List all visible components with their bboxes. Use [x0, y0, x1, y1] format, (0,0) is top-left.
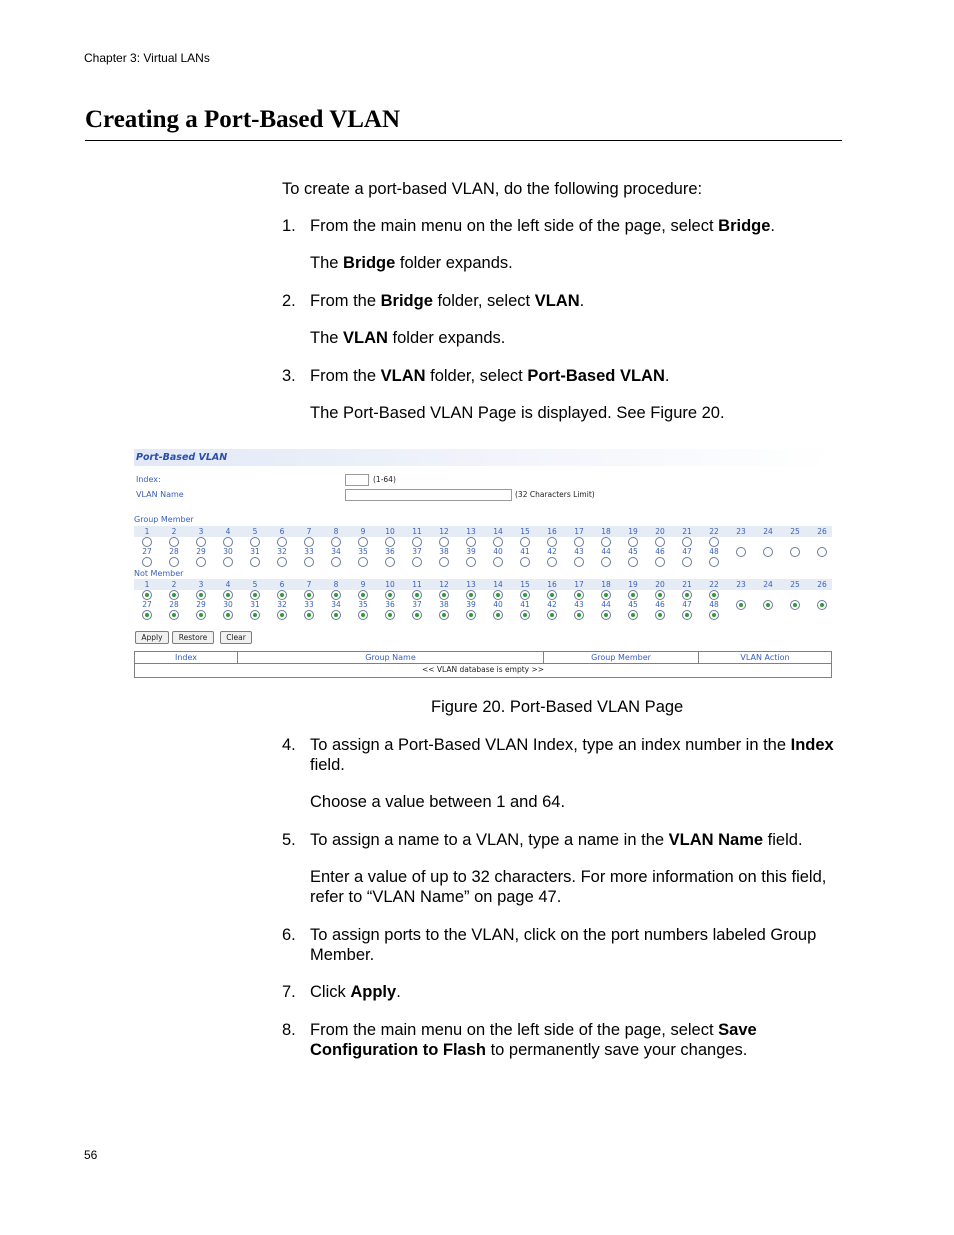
port-number-label[interactable]: 44: [601, 547, 611, 556]
not-member-radio[interactable]: [304, 590, 314, 600]
group-member-radio[interactable]: [196, 557, 206, 567]
step-text: .: [579, 292, 585, 310]
port-number-label[interactable]: 42: [547, 600, 557, 609]
not-member-radio[interactable]: [250, 590, 260, 600]
port-number-label[interactable]: 39: [466, 547, 476, 556]
port-number-label[interactable]: 18: [601, 527, 611, 536]
port-number-label[interactable]: 14: [493, 527, 503, 536]
chapter-header: Chapter 3: Virtual LANs: [84, 51, 210, 65]
group-member-radio[interactable]: [601, 557, 611, 567]
port-number-label[interactable]: 36: [385, 547, 395, 556]
vlan-table: [134, 651, 832, 678]
not-member-radio[interactable]: [358, 610, 368, 620]
not-member-radio[interactable]: [763, 600, 773, 610]
group-member-radio[interactable]: [466, 537, 476, 547]
port-row-band: [134, 579, 832, 590]
ui-term: Bridge: [718, 217, 771, 235]
port-number-label[interactable]: 41: [520, 600, 530, 609]
step-text: Click: [310, 983, 351, 1001]
step-text: From the: [310, 292, 381, 310]
group-member-radio[interactable]: [520, 557, 530, 567]
ui-term: Apply: [350, 983, 397, 1001]
not-member-radio[interactable]: [412, 590, 422, 600]
port-row-band: [134, 526, 832, 537]
step-5-note: Enter a value of up to 32 characters. For more information on this field, refer to “VLAN Name” on page 47.: [310, 868, 827, 906]
group-member-radio[interactable]: [547, 557, 557, 567]
group-member-radio[interactable]: [439, 557, 449, 567]
port-number-label[interactable]: 40: [493, 547, 503, 556]
port-number-label[interactable]: 10: [385, 580, 395, 589]
step-text: field.: [310, 756, 345, 774]
port-number-label[interactable]: 22: [709, 580, 719, 589]
step-text: From the main menu on the left side of the page, select: [310, 217, 719, 235]
port-number-label[interactable]: 22: [709, 527, 719, 536]
port-number-label[interactable]: 26: [817, 527, 827, 536]
port-number-label[interactable]: 27: [142, 600, 152, 609]
port-number-label[interactable]: 45: [628, 600, 638, 609]
port-number-label[interactable]: 16: [547, 527, 557, 536]
group-member-radio[interactable]: [412, 557, 422, 567]
port-number-label[interactable]: 48: [709, 547, 719, 556]
vlan-name-input[interactable]: [345, 489, 512, 501]
port-based-vlan-screenshot: [134, 449, 832, 679]
port-number-label[interactable]: 21: [682, 580, 692, 589]
group-member-radio[interactable]: [547, 537, 557, 547]
not-member-radio[interactable]: [169, 590, 179, 600]
note-text: folder expands.: [395, 254, 513, 272]
step-number: 7.: [282, 983, 296, 1001]
port-number-label[interactable]: 42: [547, 547, 557, 556]
step-text: to permanently save your changes.: [485, 1041, 748, 1059]
port-number-label[interactable]: 10: [385, 527, 395, 536]
group-member-radio[interactable]: [385, 557, 395, 567]
port-number-label[interactable]: 7: [306, 527, 312, 536]
port-number-label[interactable]: 13: [466, 527, 476, 536]
not-member-radio[interactable]: [790, 600, 800, 610]
note-text: The: [310, 254, 344, 272]
step-1-note: [310, 253, 842, 273]
not-member-radio[interactable]: [358, 590, 368, 600]
port-number-label[interactable]: 43: [574, 547, 584, 556]
group-member-radio[interactable]: [655, 557, 665, 567]
ui-term: VLAN Name: [668, 831, 764, 849]
not-member-radio[interactable]: [520, 610, 530, 620]
port-number-label[interactable]: 47: [682, 600, 692, 609]
step-text: folder, select: [432, 292, 535, 310]
title-rule: [85, 140, 842, 141]
port-number-label[interactable]: 40: [493, 600, 503, 609]
port-number-label[interactable]: 41: [520, 547, 530, 556]
not-member-radio[interactable]: [466, 590, 476, 600]
group-member-radio[interactable]: [385, 537, 395, 547]
group-member-radio[interactable]: [223, 537, 233, 547]
page-title-bar: [134, 449, 832, 466]
not-member-radio[interactable]: [223, 590, 233, 600]
port-number-label[interactable]: 26: [817, 580, 827, 589]
not-member-radio[interactable]: [142, 610, 152, 620]
port-number-label[interactable]: 28: [169, 600, 179, 609]
port-number-label[interactable]: 24: [763, 580, 773, 589]
port-number-label[interactable]: 14: [493, 580, 503, 589]
not-member-radio[interactable]: [547, 590, 557, 600]
not-member-radio[interactable]: [277, 610, 287, 620]
group-member-radio[interactable]: [763, 547, 773, 557]
group-member-radio[interactable]: [493, 537, 503, 547]
not-member-radio[interactable]: [655, 610, 665, 620]
port-number-label[interactable]: 2: [171, 580, 177, 589]
not-member-radio[interactable]: [628, 610, 638, 620]
port-number-label[interactable]: 21: [682, 527, 692, 536]
port-number-label[interactable]: 35: [358, 600, 368, 609]
group-member-label: Group Member: [134, 515, 194, 524]
group-member-radio[interactable]: [142, 537, 152, 547]
group-member-radio[interactable]: [439, 537, 449, 547]
ui-term: VLAN: [380, 367, 426, 385]
not-member-radio[interactable]: [628, 590, 638, 600]
not-member-radio[interactable]: [439, 590, 449, 600]
port-number-label[interactable]: 45: [628, 547, 638, 556]
group-member-radio[interactable]: [601, 537, 611, 547]
port-number-label[interactable]: 19: [628, 580, 638, 589]
port-number-label[interactable]: 6: [279, 527, 285, 536]
step-2-note: [310, 328, 842, 348]
group-member-radio[interactable]: [412, 537, 422, 547]
index-label: Index:: [136, 475, 161, 484]
restore-button[interactable]: Restore: [172, 631, 214, 644]
group-member-radio[interactable]: [304, 537, 314, 547]
port-number-label[interactable]: 6: [279, 580, 285, 589]
not-member-radio[interactable]: [331, 590, 341, 600]
not-member-radio[interactable]: [682, 590, 692, 600]
port-number-label[interactable]: 11: [412, 527, 422, 536]
not-member-radio[interactable]: [493, 590, 503, 600]
port-number-label[interactable]: 38: [439, 600, 449, 609]
empty-table-message: << VLAN database is empty >>: [421, 665, 545, 674]
group-member-radio[interactable]: [655, 537, 665, 547]
port-number-label[interactable]: 20: [655, 527, 665, 536]
step-number: 3.: [282, 367, 296, 385]
step-number: 2.: [282, 292, 296, 310]
column-header-index: Index: [135, 652, 238, 664]
group-member-radio[interactable]: [682, 557, 692, 567]
not-member-radio[interactable]: [574, 590, 584, 600]
step-text: .: [770, 217, 776, 235]
not-member-radio[interactable]: [196, 590, 206, 600]
port-number-label[interactable]: 4: [225, 580, 231, 589]
note-text: The: [310, 329, 344, 347]
port-number-label[interactable]: 3: [198, 527, 204, 536]
port-number-label[interactable]: 18: [601, 580, 611, 589]
ui-term: VLAN: [534, 292, 580, 310]
group-member-radio[interactable]: [358, 537, 368, 547]
step-number: 4.: [282, 736, 296, 754]
not-member-radio[interactable]: [655, 590, 665, 600]
group-member-radio[interactable]: [628, 557, 638, 567]
not-member-radio[interactable]: [601, 610, 611, 620]
group-member-radio[interactable]: [196, 537, 206, 547]
port-number-label[interactable]: 12: [439, 527, 449, 536]
step-text: To assign a Port-Based VLAN Index, type an index number in the: [310, 736, 791, 754]
ui-term: Save Configuration to Flash: [310, 1021, 757, 1059]
not-member-radio[interactable]: [466, 610, 476, 620]
not-member-radio[interactable]: [520, 590, 530, 600]
ui-term: Bridge: [343, 254, 396, 272]
port-number-label[interactable]: 8: [333, 527, 339, 536]
port-number-label[interactable]: 31: [250, 547, 260, 556]
group-member-radio[interactable]: [574, 557, 584, 567]
figure-caption: Figure 20. Port-Based VLAN Page: [431, 698, 684, 716]
note-text: folder expands.: [387, 329, 506, 347]
not-member-radio[interactable]: [412, 610, 422, 620]
column-header-group-name: Group Name: [238, 652, 544, 664]
step-text: From the: [310, 367, 381, 385]
port-number-label[interactable]: 37: [412, 547, 422, 556]
port-number-label[interactable]: 25: [790, 527, 800, 536]
page-title: Port-Based VLAN: [136, 452, 228, 463]
port-number-label[interactable]: 5: [252, 580, 258, 589]
port-number-label[interactable]: 1: [144, 580, 150, 589]
port-number-label[interactable]: 34: [331, 600, 341, 609]
index-hint: (1-64): [373, 475, 396, 484]
vlan-name-hint: (32 Characters Limit): [515, 490, 595, 499]
index-input[interactable]: [345, 474, 369, 486]
group-member-radio[interactable]: [277, 537, 287, 547]
step-text: .: [396, 983, 401, 1001]
apply-button[interactable]: Apply: [135, 631, 169, 644]
group-member-radio[interactable]: [520, 537, 530, 547]
port-number-label[interactable]: 16: [547, 580, 557, 589]
port-number-label[interactable]: 23: [736, 580, 746, 589]
step-number: 1.: [282, 217, 296, 235]
group-member-radio[interactable]: [682, 537, 692, 547]
group-member-radio[interactable]: [169, 557, 179, 567]
port-number-label[interactable]: 48: [709, 600, 719, 609]
group-member-radio[interactable]: [331, 537, 341, 547]
not-member-radio[interactable]: [304, 610, 314, 620]
group-member-radio[interactable]: [628, 537, 638, 547]
not-member-radio[interactable]: [331, 610, 341, 620]
port-number-label[interactable]: 24: [763, 527, 773, 536]
not-member-radio[interactable]: [196, 610, 206, 620]
step-number: 6.: [282, 926, 296, 944]
port-number-label[interactable]: 19: [628, 527, 638, 536]
port-number-label[interactable]: 28: [169, 547, 179, 556]
not-member-radio[interactable]: [493, 610, 503, 620]
step-text: .: [664, 367, 670, 385]
port-number-label[interactable]: 32: [277, 600, 287, 609]
port-number-label[interactable]: 11: [412, 580, 422, 589]
group-member-radio[interactable]: [223, 557, 233, 567]
port-number-label[interactable]: 33: [304, 547, 314, 556]
port-number-label[interactable]: 12: [439, 580, 449, 589]
port-number-label[interactable]: 46: [655, 547, 665, 556]
port-number-label[interactable]: 47: [682, 547, 692, 556]
port-number-label[interactable]: 36: [385, 600, 395, 609]
step-text: field.: [763, 831, 803, 849]
port-number-label[interactable]: 3: [198, 580, 204, 589]
not-member-radio[interactable]: [736, 600, 746, 610]
not-member-radio[interactable]: [250, 610, 260, 620]
not-member-radio[interactable]: [574, 610, 584, 620]
group-member-radio[interactable]: [250, 537, 260, 547]
port-number-label[interactable]: 2: [171, 527, 177, 536]
ui-term: VLAN: [343, 329, 388, 347]
step-text: folder, select: [425, 367, 528, 385]
page-number: 56: [84, 1148, 98, 1162]
step-text: To assign ports to the VLAN, click on the port numbers labeled Group Member.: [310, 926, 817, 964]
group-member-radio[interactable]: [466, 557, 476, 567]
port-number-label[interactable]: 37: [412, 600, 422, 609]
step-text: From the main menu on the left side of the page, select: [310, 1021, 719, 1039]
port-number-label[interactable]: 44: [601, 600, 611, 609]
not-member-radio[interactable]: [709, 610, 719, 620]
not-member-radio[interactable]: [277, 590, 287, 600]
group-member-radio[interactable]: [574, 537, 584, 547]
not-member-radio[interactable]: [169, 610, 179, 620]
group-member-radio[interactable]: [790, 547, 800, 557]
ui-term: Port-Based VLAN: [527, 367, 665, 385]
group-member-radio[interactable]: [277, 557, 287, 567]
clear-button[interactable]: Clear: [220, 631, 252, 644]
group-member-radio[interactable]: [304, 557, 314, 567]
group-member-radio[interactable]: [709, 537, 719, 547]
vlan-name-label: VLAN Name: [136, 490, 184, 499]
port-number-label[interactable]: 46: [655, 600, 665, 609]
not-member-radio[interactable]: [601, 590, 611, 600]
port-number-label[interactable]: 23: [736, 527, 746, 536]
port-number-label[interactable]: 8: [333, 580, 339, 589]
group-member-radio[interactable]: [709, 557, 719, 567]
port-number-label[interactable]: 30: [223, 547, 233, 556]
step-number: 8.: [282, 1021, 296, 1039]
port-number-label[interactable]: 38: [439, 547, 449, 556]
not-member-radio[interactable]: [142, 590, 152, 600]
group-member-radio[interactable]: [142, 557, 152, 567]
port-number-label[interactable]: 13: [466, 580, 476, 589]
port-number-label[interactable]: 25: [790, 580, 800, 589]
not-member-radio[interactable]: [547, 610, 557, 620]
not-member-radio[interactable]: [709, 590, 719, 600]
group-member-radio[interactable]: [736, 547, 746, 557]
step-text: To assign a name to a VLAN, type a name in the: [310, 831, 669, 849]
port-number-label[interactable]: 35: [358, 547, 368, 556]
port-number-label[interactable]: 9: [360, 580, 366, 589]
not-member-radio[interactable]: [682, 610, 692, 620]
not-member-radio[interactable]: [385, 590, 395, 600]
port-number-label[interactable]: 34: [331, 547, 341, 556]
port-number-label[interactable]: 9: [360, 527, 366, 536]
step-4-note: Choose a value between 1 and 64.: [310, 793, 566, 811]
port-number-label[interactable]: 17: [574, 580, 584, 589]
port-number-label[interactable]: 29: [196, 547, 206, 556]
port-number-label[interactable]: 20: [655, 580, 665, 589]
group-member-radio[interactable]: [250, 557, 260, 567]
port-number-label[interactable]: 33: [304, 600, 314, 609]
ui-term: Index: [790, 736, 834, 754]
not-member-label: Not Member: [134, 569, 184, 578]
intro-paragraph: To create a port-based VLAN, do the following procedure:: [282, 180, 703, 198]
step-3-note: The Port-Based VLAN Page is displayed. See Figure 20.: [310, 404, 725, 422]
group-member-radio[interactable]: [169, 537, 179, 547]
port-number-label[interactable]: 7: [306, 580, 312, 589]
not-member-radio[interactable]: [817, 600, 827, 610]
port-number-label[interactable]: 27: [142, 547, 152, 556]
column-header-group-member: Group Member: [544, 652, 699, 664]
group-member-radio[interactable]: [493, 557, 503, 567]
port-number-label[interactable]: 39: [466, 600, 476, 609]
column-header-vlan-action: VLAN Action: [699, 652, 831, 664]
group-member-radio[interactable]: [358, 557, 368, 567]
port-number-label[interactable]: 15: [520, 580, 530, 589]
not-member-radio[interactable]: [223, 610, 233, 620]
port-number-label[interactable]: 5: [252, 527, 258, 536]
port-number-label[interactable]: 43: [574, 600, 584, 609]
port-number-label[interactable]: 32: [277, 547, 287, 556]
port-number-label[interactable]: 1: [144, 527, 150, 536]
not-member-radio[interactable]: [385, 610, 395, 620]
group-member-radio[interactable]: [817, 547, 827, 557]
port-number-label[interactable]: 29: [196, 600, 206, 609]
section-title: Creating a Port-Based VLAN: [85, 106, 401, 133]
group-member-radio[interactable]: [331, 557, 341, 567]
not-member-radio[interactable]: [439, 610, 449, 620]
port-number-label[interactable]: 31: [250, 600, 260, 609]
step-number: 5.: [282, 831, 296, 849]
port-number-label[interactable]: 17: [574, 527, 584, 536]
port-number-label[interactable]: 30: [223, 600, 233, 609]
ui-term: Bridge: [380, 292, 433, 310]
port-number-label[interactable]: 15: [520, 527, 530, 536]
port-number-label[interactable]: 4: [225, 527, 231, 536]
